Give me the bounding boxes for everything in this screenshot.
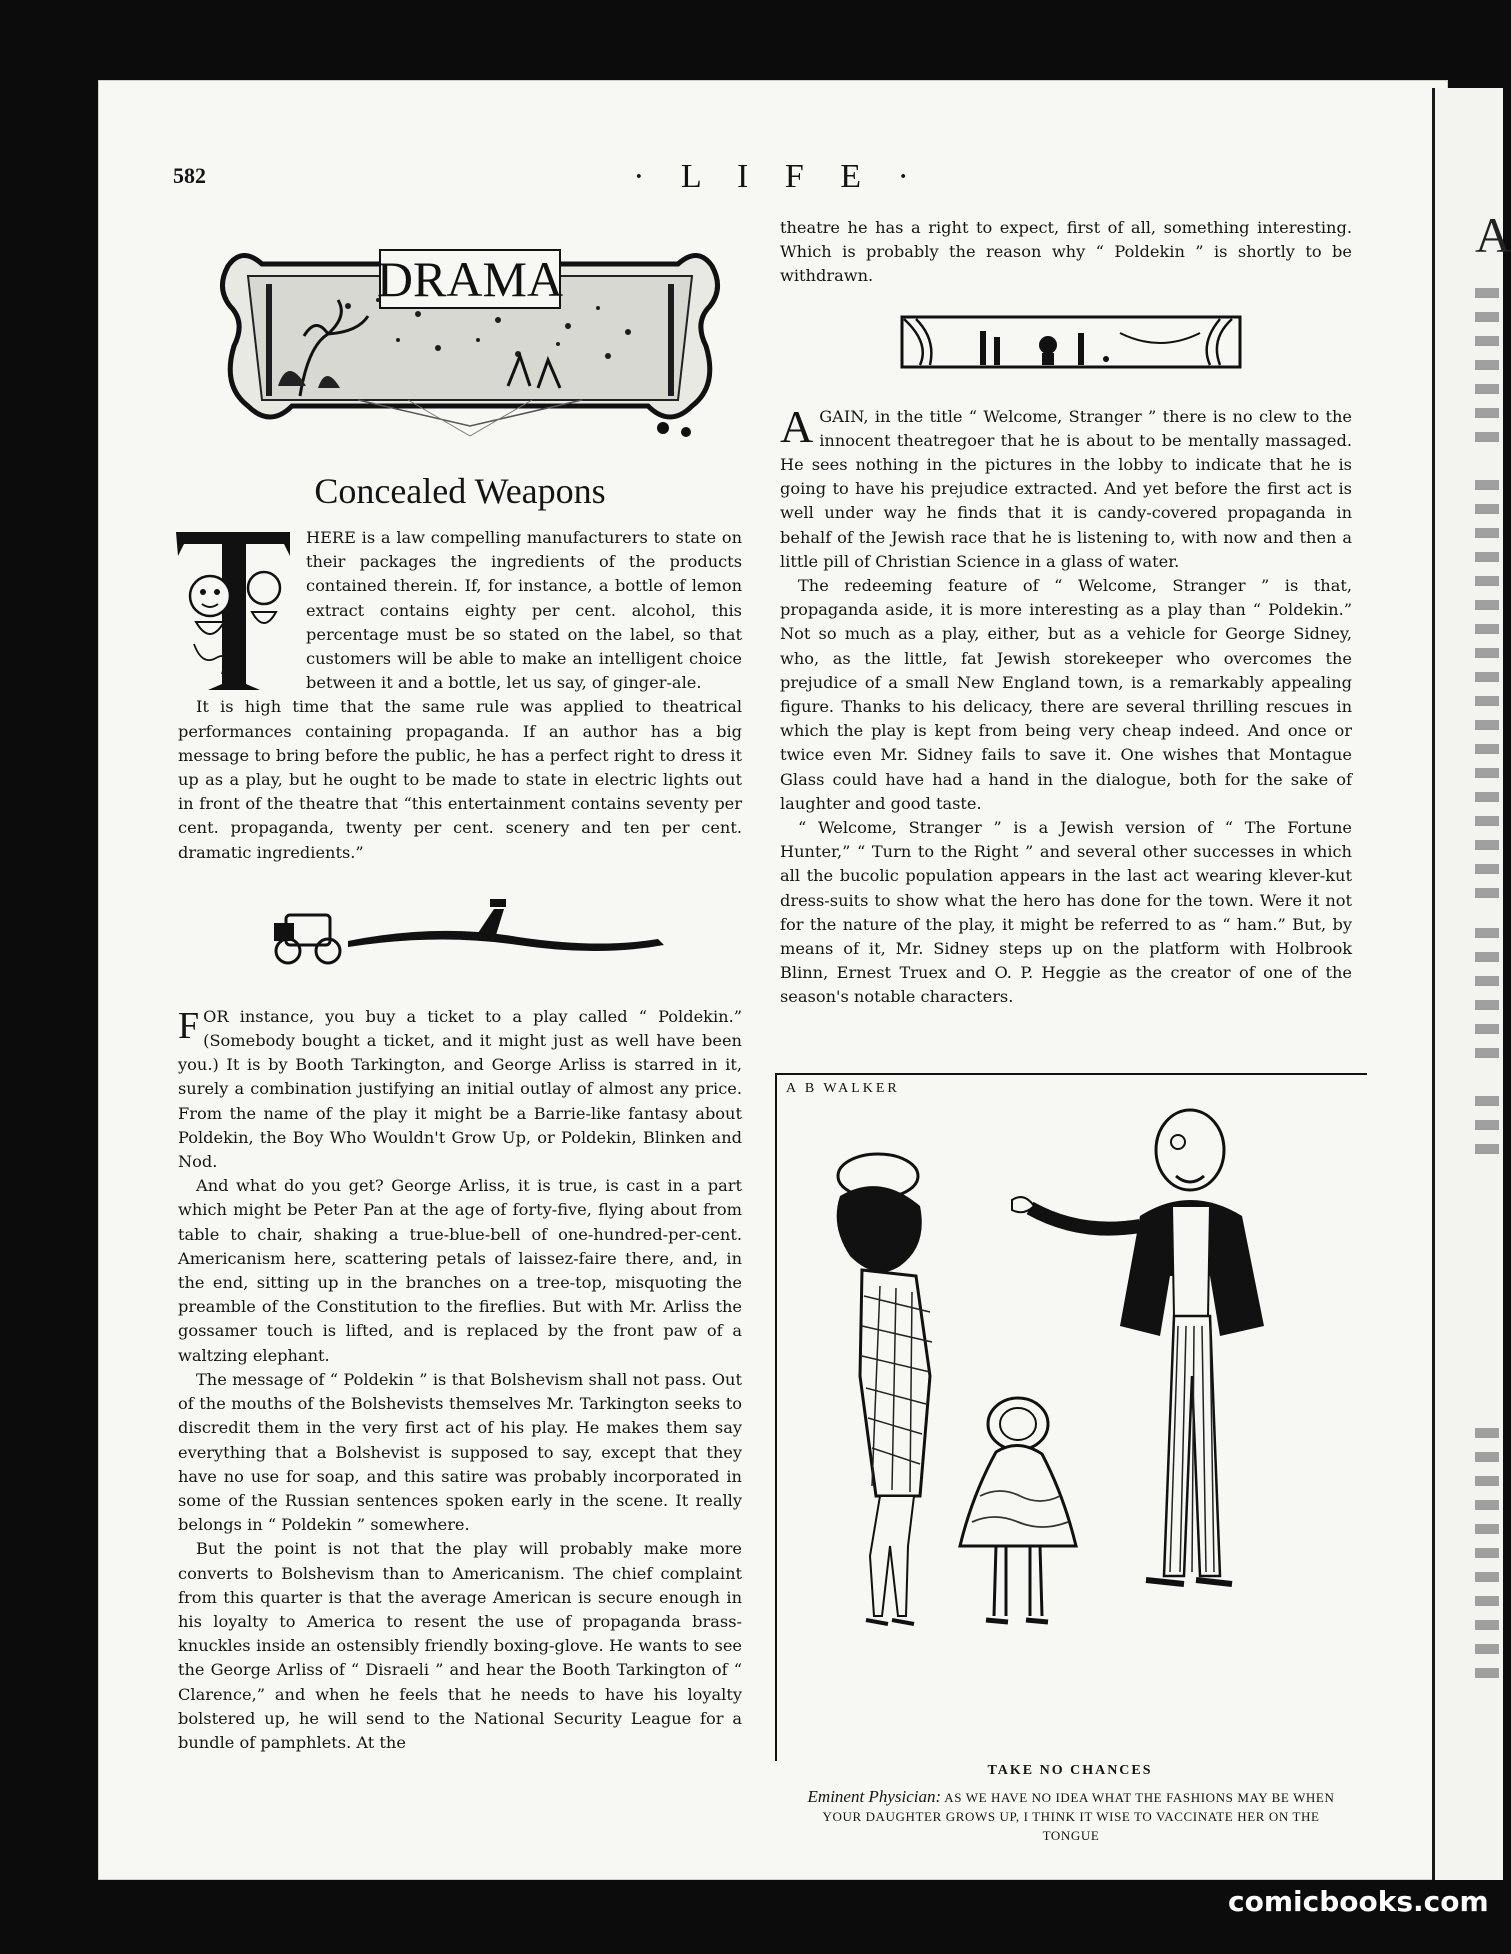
cartoon-caption-text: AS WE HAVE NO IDEA WHAT THE FASHIONS MAY BE WHEN YOUR DAUGHTER GROWS UP, I THINK IT WISE TO VACCINATE HER ON THE TONGUE — [822, 1790, 1335, 1843]
woman-figure — [837, 1154, 932, 1624]
cartoon-signature: A B WALKER — [786, 1081, 900, 1096]
article-right-column — [780, 216, 1352, 1010]
paragraph — [780, 400, 1352, 574]
paragraph: But the point is not that the play will probably make more converts to Bolshevism than to Americanism. The chief complaint from this quarter is that the average American is secure enough in his loyalty to America to resent the use of propaganda brass-knuckles inside an ostensibly friendly boxing-glove. He wants to see the George Arliss of “ Disraeli ” and hear the Booth Tarkington of “ Clarence,” and when he feels that he needs to have his loyalty bolstered up, he will send to the National Security League for a bundle of pamphlets. At the — [178, 1539, 742, 1752]
masthead: · L I F E · — [633, 158, 923, 195]
paragraph-text: OR instance, you buy a ticket to a play called “ Poldekin.” (Somebody bought a ticket, and it might just as well have been you.) It is by Booth Tarkington, and George Arliss is starred in it, surely a combination justifying an initial outlay of almost any price. From the name of the play it might be a Barrie-like fantasy about Poldekin, the Boy Who Wouldn't Grow Up, or Poldekin, Blinken and Nod. — [178, 1006, 742, 1172]
cartoon-caption — [793, 1787, 1349, 1845]
paragraph: The message of “ Poldekin ” is that Bolshevism shall not pass. Out of the mouths of the Bolshevists themselves Mr. Tarkington seeks to discredit them in the very first act of his play. He makes them say everything that a Bolshevist is supposed to say, except that they have no use for soap, and this satire was probably incorporated in some of the Russian sentences spoken early in the scene. It really belongs in “ Poldekin ” somewhere. — [178, 1369, 742, 1535]
paragraph: It is high time that the same rule was applied to theatrical performances containing propaganda. If an author has a big message to bring before the public, he has a perfect right to dress it up as a play, but he ought to be made to state in electric lights out in front of the theatre that “this entertainment contains seventy per cent. propaganda, twenty per cent. scenery and ten per cent. dramatic ingredients.” — [178, 697, 742, 862]
paragraph-text: HERE is a law compelling manufacturers to state on their packages the ingredients of the products contained therein. If, for instance, a bottle of lemon extract contains eighty per cent. alcohol, this percentage must be so stated on the label, so that customers will be able to make an intelligent choice between it and a bottle, let us say, of ginger-ale. — [306, 528, 742, 693]
stage-curtain-ornament — [780, 303, 1352, 387]
paragraph: The redeeming feature of “ Welcome, Stranger ” is that, propaganda aside, it is more interesting as a play than “ Poldekin.” Not so much as a play, either, but as a vehicle for George Sidney, who, as the little, fat Jewish storekeeper who overcomes the prejudice of a small New England town, is a remarkably appealing figure. Thanks to his delicacy, there are several thrilling rescues in which the play is kept from being very cheap indeed. And once or twice even Mr. Sidney fails to save it. One wishes that Montague Glass could have had a hand in the dialogue, both for the sake of laughter and good taste. — [780, 576, 1352, 813]
paragraph: “ Welcome, Stranger ” is a Jewish version of “ The Fortune Hunter,” “ Turn to the Right ” and several other successes in which all the bucolic population appears in the last act wearing klever-kut dress-suits to show what the hero has done for the town. Were it not for the nature of the play, it might be referred to as “ ham.” But, by means of it, Mr. Sidney steps up on the platform with Holbrook Blinn, Ernest Truex and O. P. Heggie as the creator of one of the season's notable characters. — [780, 818, 1352, 1007]
drama-header-title: DRAMA — [376, 251, 564, 307]
paragraph: And what do you get? George Arliss, it is true, is cast in a part which might be Peter Pan at the age of forty-five, flying about from table to chair, shaking a true-blue-bell of one-hundred-per-cent. Americanism here, scattering petals of laissez-faire there, and, in the end, sitting up in the branches on a tree-top, misquoting the preamble of the Constitution to the fireflies. But with Mr. Arliss the gossamer touch is lifted, and is replaced by the front paw of a waltzing elephant. — [178, 1176, 742, 1365]
cartoon-illustration — [780, 1076, 1364, 1666]
cartoon-speaker: Eminent Physician: — [807, 1787, 942, 1806]
article-left-column — [178, 526, 742, 1755]
drop-cap-f: F — [178, 1004, 200, 1047]
cartoon-caption-title: TAKE NO CHANCES — [987, 1763, 1153, 1778]
paragraph — [178, 526, 742, 695]
watermark: comicbooks.com — [1228, 1885, 1489, 1918]
motorcar-ornament — [178, 879, 742, 975]
article-title: Concealed Weapons — [314, 471, 606, 511]
paragraph-text: GAIN, in the title “ Welcome, Stranger ” there is no clew to the innocent theatregoer that he is about to be mentally massaged. He sees nothing in the pictures in the lobby to indicate that he is going to have his prejudice extracted. And yet before the first act is well under way he finds that it is candy-covered propaganda in behalf of the Jewish race that he is listening to, with now and then a little pill of Christian Science in a glass of water. — [780, 406, 1352, 571]
paragraph: theatre he has a right to expect, first of all, something interesting. Which is probably the reason why “ Poldekin ” is shortly to be withdrawn. — [780, 218, 1352, 286]
drop-cap-a: A — [780, 400, 814, 452]
adjacent-page-edge: A — [1432, 88, 1503, 1880]
drop-cap-t-illustration — [172, 526, 298, 694]
paragraph — [178, 1005, 742, 1174]
drama-header-illustration — [208, 236, 732, 448]
page-number: 582 — [173, 163, 206, 188]
girl-figure — [960, 1398, 1076, 1622]
